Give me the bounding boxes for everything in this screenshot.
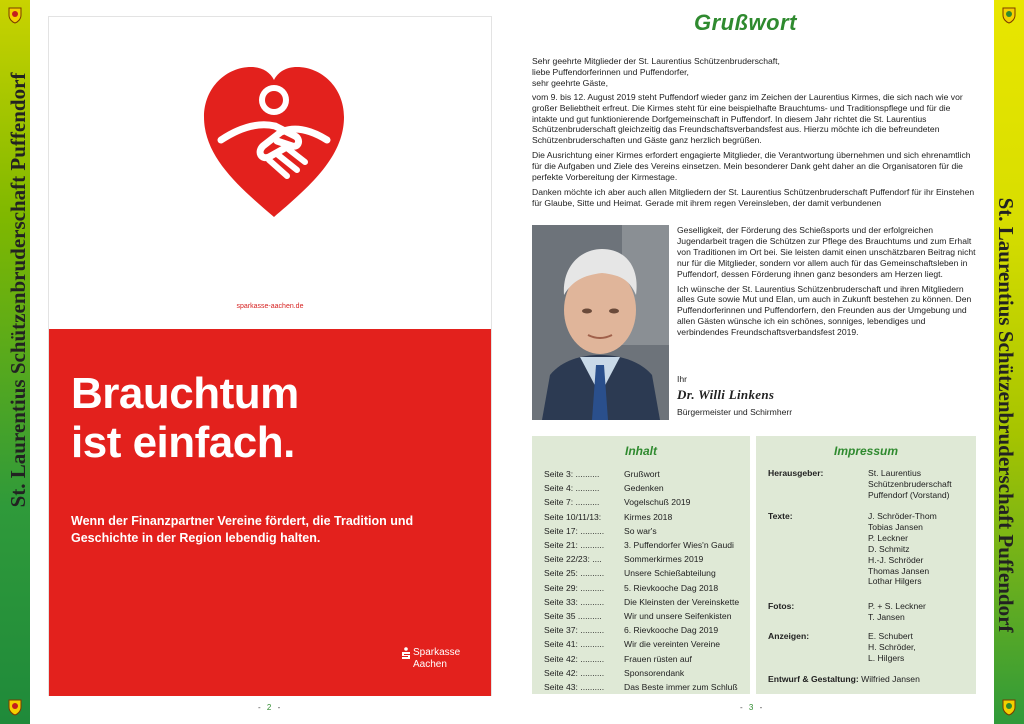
letter-paragraph: Ich wünsche der St. Laurentius Schützenbruderschaft und ihren Mitgliedern alles Gute sowie Mut und Elan, um auch in Zukunft bestehen zu können. Den Puffendorferinnen und Puffendorfern, den Freunden aus der Umgebung und allen Gästen wünsche ich ein schönes, sonniges, lebendiges und verbindendes Freundschaftsverbandsfest 2019. — [677, 283, 972, 338]
crest-icon — [1001, 698, 1017, 716]
letter-paragraph: Geselligkeit, der Förderung des Schießsports und der erfolgreichen Jugendarbeit tragen die Schützen zur Pflege des Brauchtums und zum Erhalt von Traditionen im Ort bei. Sie leisten damit einen unschätzbaren Beitrag nicht nur für die Mitglieder, sondern vor allem auch für das Gemeinschaftsleben in Puffendorf, dessen Förderung ihnen ganz besonders am Herzen liegt. — [677, 225, 976, 279]
impressum-title: Impressum — [833, 444, 899, 458]
right-band-title: St. Laurentius Schützenbruderschaft Puffendorf — [994, 197, 1018, 633]
page-title: Grußwort — [694, 10, 797, 35]
ad-url: sparkasse-aachen.de — [236, 303, 304, 310]
crest-icon — [1001, 6, 1017, 24]
list-item: Seite 25: .......... Unsere Schießabteilung — [544, 568, 716, 579]
toc-list — [544, 467, 739, 694]
left-band-title: St. Laurentius Schützenbruderschaft Puffendorf — [6, 72, 30, 508]
page-number-right: - 3 - — [740, 703, 765, 712]
impressum-entwurf: Entwurf & Gestaltung: Wilfried Jansen — [768, 674, 920, 684]
closing: Ihr — [677, 374, 688, 384]
toc-title: Inhalt — [625, 444, 657, 458]
heart-handshake-icon — [199, 62, 349, 222]
ad-red-panel — [49, 329, 491, 696]
letter-paragraph: Danken möchte ich aber auch allen Mitgliedern der St. Laurentius Schützenbruderschaft Puffendorf für ihr Einstehen für Glaube, Sitte und Heimat. Gerade mit ihrem regen Vereinsleben, der damit verbundenen — [532, 186, 975, 208]
list-item: Seite 4: .......... Gedenken — [544, 483, 664, 494]
right-side-band — [994, 0, 1024, 724]
list-item: Seite 21: .......... 3. Puffendorfer Wies'n Gaudi — [544, 540, 734, 551]
sparkasse-logo: Sparkasse Aachen — [401, 647, 460, 671]
left-side-band — [0, 0, 30, 724]
list-item: Seite 42: .......... Frauen rüsten auf — [544, 653, 692, 664]
greeting-letter-continued — [677, 225, 977, 342]
sparkasse-s-icon — [401, 647, 411, 659]
list-item: Seite 37: .......... 6. Rievkooche Dag 2019 — [544, 625, 719, 636]
ad-headline: Brauchtum ist einfach. — [71, 369, 299, 467]
portrait-photo — [532, 225, 669, 420]
sparkasse-advertisement — [48, 16, 492, 696]
page-number-left: - 2 - — [258, 703, 283, 712]
list-item: Seite 22/23: .... Sommerkirmes 2019 — [544, 554, 704, 565]
letter-paragraph: vom 9. bis 12. August 2019 steht Puffendorf wieder ganz im Zeichen der Laurentius Kirmes, die sich nach wie vor großer Beliebtheit erfreut. Die Kirmes steht für eine beispielhafte Brauchtums- und Traditionspflege und für die intakte und gut funktionierende Dorfgemeinschaft in Puffendorf. In diesem Jahr richtet die St. Laurentius Schützenbruderschaft gleichzeitig das Freundschaftsverbandsfest aus. Hierzu möchte ich die befreundeten Schützenbruderschaften und Gäste ganz herzlich begrüßen. — [532, 91, 963, 146]
list-item: Seite 33: .......... Die Kleinsten der Vereinskette — [544, 596, 740, 607]
list-item: Seite 29: .......... 5. Rievkooche Dag 2018 — [544, 582, 719, 593]
list-item: Seite 35 .......... Wir und unsere Seifenkisten — [544, 611, 732, 622]
greeting-letter: Sehr geehrte Mitglieder der St. Laurentius Schützenbruderschaft, liebe Puffendorferinnen und Puffendorfer, sehr geehrte Gäste, vom 9. bis 12. August 2019 steht Puffendorf wieder ganz im Zeichen der Laurentius Kirmes, die sich nach wie vor großer Beliebtheit erfreut. Die Kirmes steht für eine beispielhafte Brauchtums- und Traditionspflege und für die intakte und gut funktionierende Dorfgemeinschaft in Puffendorf. In diesem Jahr richtet die St. Laurentius Schützenbruderschaft gleichzeitig das Freundschaftsverbandsfest aus. Hierzu möchte ich die befreundeten Schützenbruderschaften und Gäste ganz herzlich begrüßen. Die Ausrichtung einer Kirmes erfordert engagierte Mitglieder, die Verantwortung übernehmen und sich ehrenamtlich für die Aufgaben und Ziele des Vereins einsetzen. Mein besonderer Dank geht daher an die Organisatoren für die perfekte Vorbereitung der Kirmestage. Danken möchte ich aber auch allen Mitgliedern der St. Laurentius Schützenbruderschaft Puffendorf für ihr Einstehen für Glaube, Sitte und Heimat. Gerade mit ihrem regen Vereinsleben, der damit verbundenen — [532, 56, 975, 208]
list-item: Seite 42: .......... Sponsorendank — [544, 667, 685, 678]
list-item: Seite 3: .......... Grußwort — [544, 469, 660, 479]
crest-icon — [7, 698, 23, 716]
letter-paragraph: Die Ausrichtung einer Kirmes erfordert engagierte Mitglieder, die Verantwortung übernehmen und sich ehrenamtlich für die Aufgaben und Ziele des Vereins einsetzen. Mein besonderer Dank geht daher an die Organisatoren für die perfekte Vorbereitung der Kirmestage. — [532, 150, 971, 183]
table-of-contents — [532, 436, 750, 694]
list-item: Seite 41: .......... Wir die vereinten Vereine — [544, 639, 721, 650]
list-item: Seite 43: .......... Das Beste immer zum Schluß — [544, 682, 738, 693]
list-item: Seite 17: .......... So war's — [544, 525, 657, 536]
signature: Dr. Willi Linkens — [677, 387, 775, 402]
signatory-role: Bürgermeister und Schirmherr — [677, 407, 793, 417]
impressum: Impressum Herausgeber: St. Laurentius Schützenbruderschaft Puffendorf (Vorstand) Texte: J. Schröder-Thom Tobias Jansen P. Leckner D. Schmitz H.-J. Schröder Thomas Jansen Lothar Hilgers Fotos: P. + S. Leckner T. Jansen Anzeigen: E. Schubert H. Schröder, L. Hilgers Entwurf & Gestaltung: Wilfried Jansen — [756, 436, 976, 694]
list-item: Seite 10/11/13: Kirmes 2018 — [544, 511, 673, 522]
ad-top-area — [49, 17, 491, 329]
list-item: Seite 7: .......... Vogelschuß 2019 — [544, 497, 691, 508]
ad-subline: Wenn der Finanzpartner Vereine fördert, die Tradition und Geschichte in der Region lebendig halten. — [71, 514, 414, 545]
